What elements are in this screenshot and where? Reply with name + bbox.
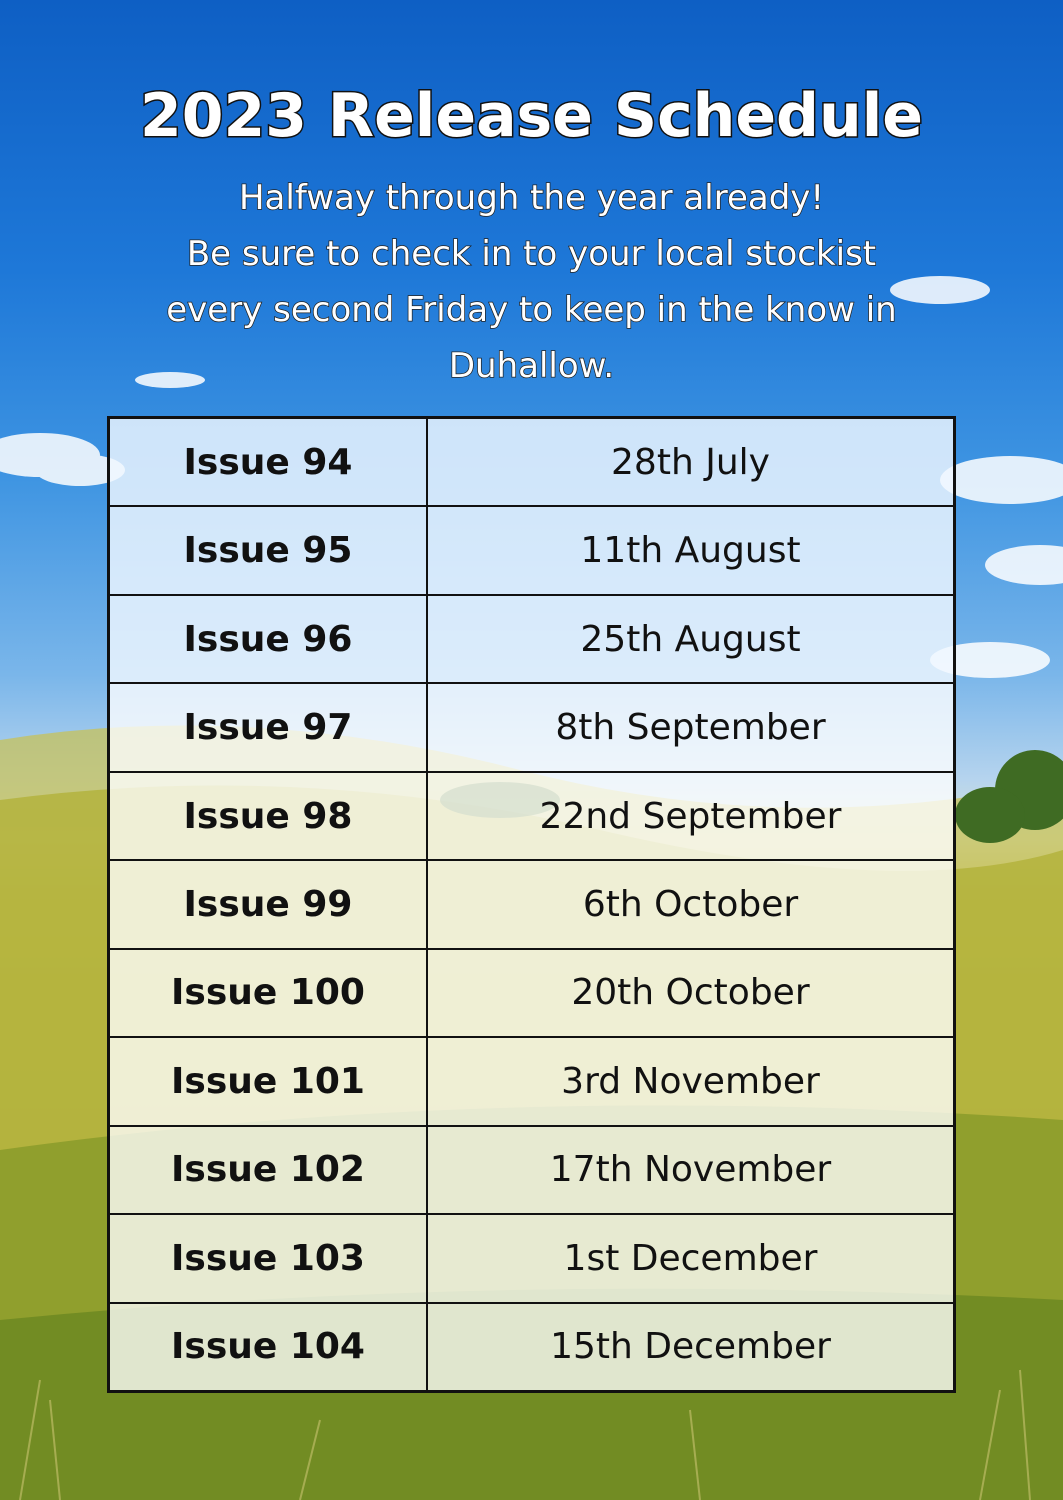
table-row bbox=[109, 683, 955, 771]
table-row bbox=[109, 860, 955, 948]
table-row bbox=[109, 506, 955, 594]
date-cell: 3rd November bbox=[427, 1037, 955, 1125]
issue-cell: Issue 99 bbox=[109, 860, 428, 948]
table-row bbox=[109, 418, 955, 507]
subtitle-line: Be sure to check in to your local stockist bbox=[186, 234, 877, 274]
issue-cell: Issue 95 bbox=[109, 506, 428, 594]
date-cell: 25th August bbox=[427, 595, 955, 683]
page-subtitle bbox=[120, 170, 943, 394]
issue-cell: Issue 103 bbox=[109, 1214, 428, 1302]
table-row bbox=[109, 1037, 955, 1125]
subtitle-line: Halfway through the year already! bbox=[238, 178, 825, 218]
date-cell: 8th September bbox=[427, 683, 955, 771]
issue-cell: Issue 94 bbox=[109, 418, 428, 507]
date-cell: 15th December bbox=[427, 1303, 955, 1392]
issue-cell: Issue 101 bbox=[109, 1037, 428, 1125]
release-schedule-table bbox=[107, 416, 956, 1393]
date-cell: 22nd September bbox=[427, 772, 955, 860]
date-cell: 6th October bbox=[427, 860, 955, 948]
issue-cell: Issue 96 bbox=[109, 595, 428, 683]
date-cell: 1st December bbox=[427, 1214, 955, 1302]
date-cell: 20th October bbox=[427, 949, 955, 1037]
subtitle-line: Duhallow. bbox=[448, 346, 615, 386]
page-title: 2023 Release Schedule bbox=[140, 81, 923, 151]
subtitle-line: every second Friday to keep in the know in bbox=[166, 290, 897, 330]
table-row bbox=[109, 1214, 955, 1302]
date-cell: 17th November bbox=[427, 1126, 955, 1214]
table-row bbox=[109, 949, 955, 1037]
issue-cell: Issue 104 bbox=[109, 1303, 428, 1392]
date-cell: 11th August bbox=[427, 506, 955, 594]
table-row bbox=[109, 772, 955, 860]
issue-cell: Issue 97 bbox=[109, 683, 428, 771]
table-row bbox=[109, 1126, 955, 1214]
table-row bbox=[109, 1303, 955, 1392]
issue-cell: Issue 98 bbox=[109, 772, 428, 860]
issue-cell: Issue 102 bbox=[109, 1126, 428, 1214]
table-row bbox=[109, 595, 955, 683]
issue-cell: Issue 100 bbox=[109, 949, 428, 1037]
date-cell: 28th July bbox=[427, 418, 955, 507]
